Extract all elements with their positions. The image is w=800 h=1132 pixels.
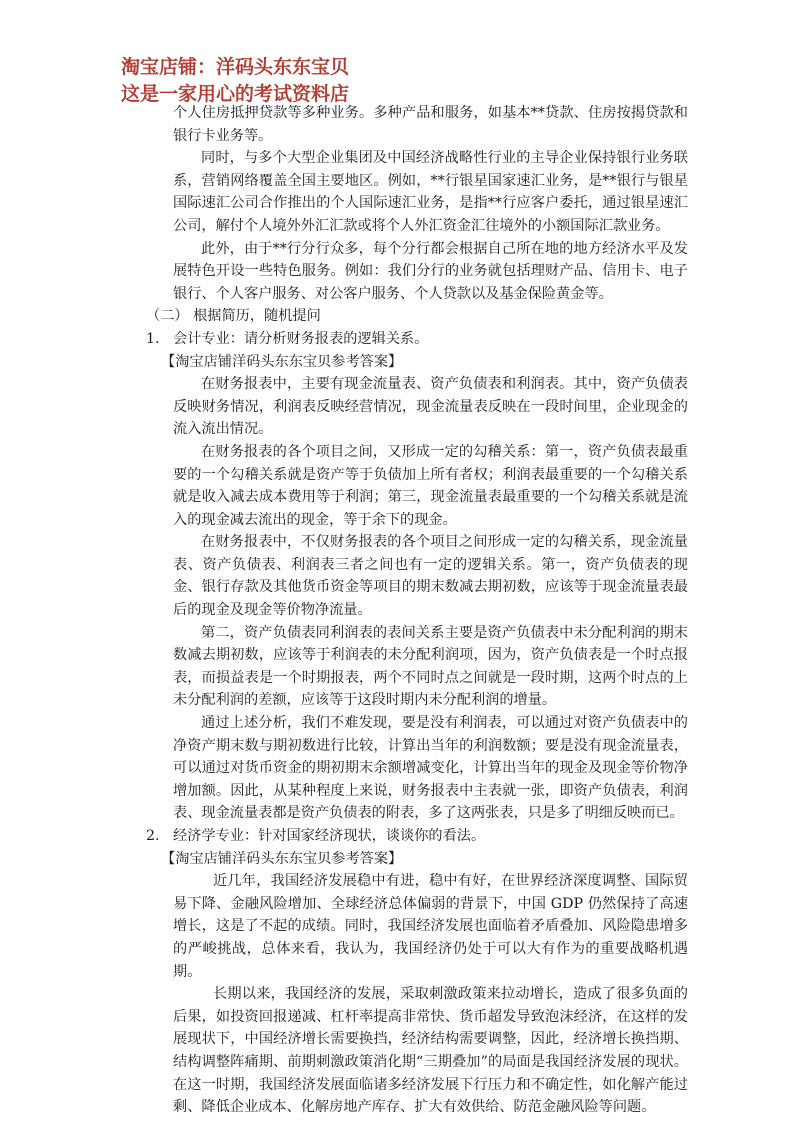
answer-1-paragraph-2: 在财务报表的各个项目之间，又形成一定的勾稽关系：第一，资产负债表最重要的一个勾稽关系就是资产等于负债加上所有者权；利润表最重要的一个勾稽关系就是收入减去成本费用等于利润；第三，现金流量表最重要的一个勾稽关系就是流入的现金减去流出的现金，等于余下的现金。: [173, 443, 688, 528]
watermark-line-1: 淘宝店铺：洋码头东东宝贝: [121, 56, 350, 78]
shop-watermark: [121, 54, 349, 108]
question-1: [146, 328, 688, 351]
answer-1-paragraph-4: 第二，资产负债表同利润表的表间关系主要是资产负债表中未分配利润的期末数减去期初数，应该等于利润表的未分配利润项，因为，资产负债表是一个时点报表，而损益表是一个时期报表，两个不同时点之间就是一段时期，这两个时点的上未分配利润的差额，应该等于这段时期内未分配利润的增量。: [173, 624, 688, 709]
section-heading: （二） 根据简历，随机提问: [146, 308, 321, 325]
watermark-line-2: 这是一家用心的考试资料店: [121, 83, 350, 105]
answer-1-label: 【淘宝店铺洋码头东东宝贝参考答案】: [161, 353, 403, 370]
answer-2-paragraph-1: 近几年，我国经济发展稳中有进，稳中有好，在世界经济深度调整、国际贸易下降、金融风险增加、全球经济总体偏弱的背景下，中国 GDP 仍然保持了高速增长，这是了不起的成绩。同时，我国经济发展也面临着矛盾叠加、风险隐患增多的严峻挑战，总体来看，我认为，我国经济仍处于可以大有作为的重要战略机遇期。: [173, 873, 688, 980]
answer-1-paragraph-5: 通过上述分析，我们不难发现，要是没有利润表，可以通过对资产负债表中的净资产期末数与期初数进行比较，计算出当年的利润数额；要是没有现金流量表，可以通过对货币资金的期初期末余额增减变化，计算出当年的现金及现金等价物净增加额。因此，从某种程度上来说，财务报表中主表就一张，即资产负债表，利润表、现金流量表都是资产负债表的附表，多了这两张表，只是多了明细反映而已。: [173, 715, 688, 822]
answer-1-paragraph-3: 在财务报表中，不仅财务报表的各个项目之间形成一定的勾稽关系，现金流量表、资产负债表、利润表三者之间也有一定的逻辑关系。第一，资产负债表的现金、银行存款及其他货币资金等项目的期末数减去期初数，应该等于现金流量表最后的现金及现金等价物净流量。: [173, 534, 688, 619]
question-2-text: 经济学专业：针对国家经济现状，谈谈你的看法。: [173, 828, 486, 844]
question-1-number: 1.: [146, 330, 160, 347]
answer-1-paragraph-1: 在财务报表中，主要有现金流量表、资产负债表和利润表。其中，资产负债表反映财务情况，利润表反映经营情况，现金流量表反映在一段时间里，企业现金的流入流出情况。: [173, 376, 688, 438]
paragraph-branch-services: 此外，由于**行分行众多，每个分行都会根据自己所在地的地方经济水平及发展特色开设一些特色服务。例如：我们分行的业务就包括理财产品、信用卡、电子银行、个人客户服务、对公客户服务、个人贷款以及基金保险黄金等。: [173, 240, 688, 302]
answer-2-paragraph-2: 长期以来，我国经济的发展，采取刺激政策来拉动增长，造成了很多负面的后果，如投资回报递减、杠杆率提高非常快、货币超发导致泡沫经济，在这样的发展现状下，中国经济增长需要换挡，经济结构需要调整，因此，经济增长换挡期、结构调整阵痛期、前期刺激政策消化期“三期叠加”的局面是我国经济发展的现状。在这一时期，我国经济发展面临诸多经济发展下行压力和不确定性，如化解产能过剩、降低企业成本、化解房地产库存、扩大有效供给、防范金融风险等问题。: [173, 986, 688, 1116]
answer-2-label: 【淘宝店铺洋码头东东宝贝参考答案】: [161, 850, 403, 867]
question-1-text: 会计专业：请分析财务报表的逻辑关系。: [173, 330, 429, 347]
paragraph-business-intro: 个人住房抵押贷款等多种业务。多种产品和服务，如基本**贷款、住房按揭贷款和银行卡业务等。: [173, 105, 688, 144]
paragraph-partnerships: 同时，与多个大型企业集团及中国经济战略性行业的主导企业保持银行业务联系，营销网络覆盖全国主要地区。例如，**行银星国家速汇业务，是**银行与银星国际速汇公司合作推出的个人国际速汇业务，是指**行应客户委托，通过银星速汇公司，解付个人境外外汇汇款或将个人外汇资金汇往境外的小额国际汇款业务。: [173, 150, 688, 234]
question-2-number: 2.: [146, 828, 160, 844]
document-body: [146, 102, 688, 1119]
question-2: [146, 825, 688, 848]
